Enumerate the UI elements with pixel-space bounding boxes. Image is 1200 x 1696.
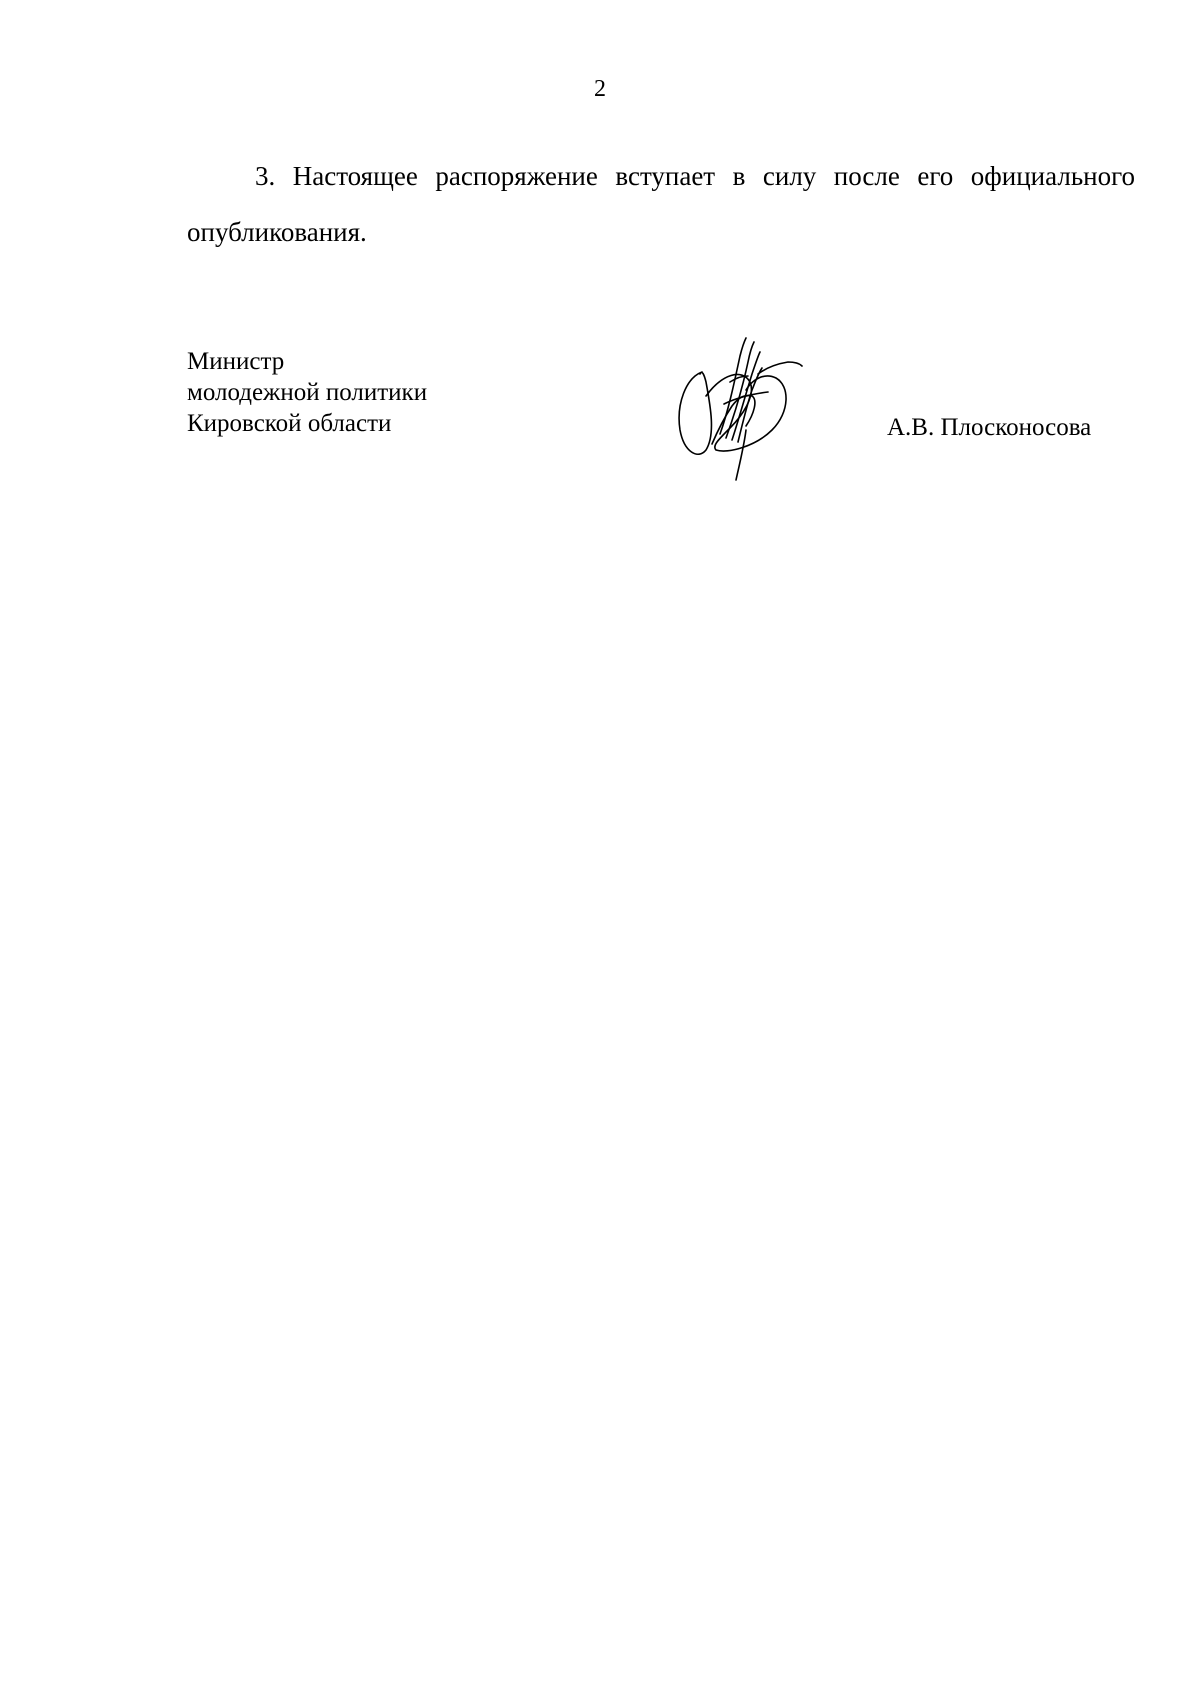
signatory-name: А.В. Плосконосова [887, 414, 1092, 441]
paragraph-3: 3. Настоящее распоряжение вступает в силу после его официального опубликования. [187, 161, 1135, 247]
position-line-1: Министр [187, 348, 285, 375]
handwritten-signature [672, 334, 804, 482]
position-line-2: молодежной политики [187, 379, 428, 406]
page-number: 2 [594, 76, 606, 102]
position-line-3: Кировской области [187, 410, 392, 437]
signatory-position [187, 346, 607, 439]
